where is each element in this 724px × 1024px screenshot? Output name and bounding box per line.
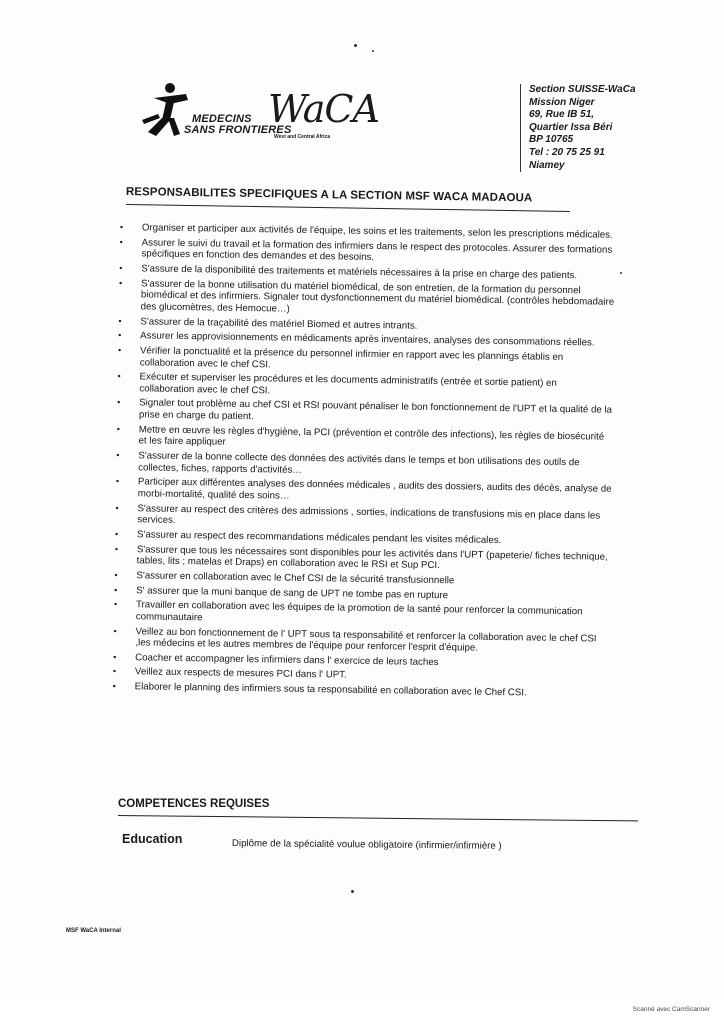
- bullet-icon: •: [117, 344, 122, 355]
- list-item: [116, 476, 612, 507]
- bullet-icon: •: [113, 625, 117, 636]
- list-item-text: S'assurer de la bonne utilisation du matériel biomédical, de son entretien, de la formation du personnel biomédical et des infirmiers. Signaler tout dysfonctionnement du matériel biomédical. (contrôles hebdomadaire des glucomètres, des Hemocue…): [140, 277, 615, 315]
- education-value: Diplôme de la spécialité voulue obligatoire (infirmier/infirmière ): [231, 838, 502, 852]
- list-item: [114, 599, 610, 630]
- scanner-watermark: Scanné avec CamScanner: [632, 1006, 710, 1013]
- education-label: Education: [122, 832, 183, 846]
- bullet-icon: •: [115, 528, 119, 539]
- list-item-text: S'assurer de la traçabilité des matériel Biomed et autres intrants.: [140, 315, 418, 332]
- bullet-icon: •: [118, 315, 122, 326]
- scan-speck: [354, 44, 357, 47]
- bullet-icon: •: [116, 423, 120, 434]
- bullet-icon: •: [116, 450, 120, 461]
- list-item-text: Elaborer le planning des infirmiers sous ta responsabilité en collaboration avec le Chef CSI.: [134, 681, 527, 699]
- list-item: [117, 397, 613, 428]
- list-item: [115, 503, 611, 534]
- bullet-icon: •: [115, 476, 120, 487]
- list-item-text: S'assurer au respect des critères des admissions , sorties, indications de transfusions mis en place dans les services.: [137, 502, 601, 527]
- list-item: [113, 625, 609, 656]
- scan-speck: [351, 890, 354, 893]
- list-item-text: S'assurer de la bonne collecte des données des activités dans le temps et bon utilisations des outils de collectes, fiches, rapports d'activités…: [138, 450, 580, 476]
- list-item: [119, 237, 615, 268]
- bullet-icon: •: [117, 371, 121, 382]
- list-item-text: Organiser et participer aux activités de l'équipe, les soins et les traitements, selon les prescriptions médicales.: [141, 222, 613, 241]
- list-item-text: Veillez aux respects de mesures PCI dans l' UPT.: [134, 666, 347, 682]
- bullet-icon: •: [112, 681, 116, 692]
- bullet-icon: •: [118, 330, 122, 341]
- list-item-text: Coacher et accompagner les infirmiers dans l' exercice de leurs taches: [135, 652, 439, 668]
- section-address-block: [520, 84, 669, 172]
- list-item-text: Vérifier la ponctualité et la présence du personnel infirmier en rapport avec les plannings établis en collaboration avec le chef CSI.: [139, 345, 564, 370]
- list-item-text: Participer aux différentes analyses des données médicales , audits des dossiers, audits des décès, analyse de morbi-mortalité, qualité des soins…: [137, 476, 612, 502]
- bullet-icon: •: [118, 277, 123, 288]
- address-line: Niamey: [529, 159, 565, 171]
- list-item-text: Assurer les approvisionnements en médicaments après inventaires, analyses des consommations réelles.: [140, 330, 595, 349]
- list-item-text: Signaler tout problème au chef CSI et RSI pouvant pénaliser le bon fonctionnement de l'UPT et la qualité de la prise en charge du patient.: [138, 397, 613, 423]
- list-item-text: Mettre en œuvre les règles d'hygiène, la PCI (prévention et contrôle des infections), les règles de biosécurité et les faire appliquer: [138, 424, 605, 449]
- list-item: [115, 544, 611, 575]
- bullet-icon: •: [117, 397, 121, 408]
- bullet-icon: •: [112, 666, 117, 677]
- bullet-icon: •: [119, 236, 123, 247]
- msf-line-2: SANS FRONTIERES: [184, 124, 292, 136]
- list-item-text: Exécuter et superviser les procédures et les documents administratifs (entrée et sortie patient) en collaboration avec le chef CSI.: [139, 371, 557, 397]
- internal-footer-label: MSF WaCA Internal: [66, 928, 121, 934]
- address-line: Quartier Issa Béri: [529, 121, 613, 133]
- list-item: [118, 345, 614, 376]
- responsibilities-list: [113, 222, 616, 704]
- address-line: 69, Rue IB 51,: [529, 109, 595, 121]
- heading-underline: [118, 815, 638, 821]
- bullet-icon: •: [119, 262, 123, 274]
- bullet-icon: •: [114, 569, 118, 580]
- address-line: Tel : 20 75 25 91: [529, 146, 605, 158]
- bullet-icon: •: [119, 222, 124, 233]
- list-item-text: Assurer le suivi du travail et la formation des infirmiers dans le respect des protocoles. Assurer des formations spécifiques en fonction des demandes et des besoins.: [141, 237, 613, 264]
- bullet-icon: •: [114, 543, 119, 554]
- responsibilities-heading: RESPONSABILITES SPECIFIQUES A LA SECTION MSF WACA MADAOUA: [125, 186, 533, 205]
- msf-line-1: MEDECINS: [192, 113, 252, 125]
- bullet-icon: •: [115, 502, 119, 513]
- bullet-icon: •: [113, 599, 118, 610]
- list-item: [119, 278, 615, 321]
- list-item-text: Veillez au bon fonctionnement de l' UPT sous ta responsabilité et renforcer la collaboration avec le chef CSI ,les médecins et les autres membres de l'équipe pour renforcer l'esprit d'équipe.: [135, 625, 597, 654]
- list-item-text: S'assurer que tous les nécessaires sont disponibles pour les activités dans l'UPT (papeterie/ fiches technique, tables, lits ; matelas et Draps) en collaboration avec le RSI et Sup PCI.: [136, 543, 608, 572]
- list-item-text: S'assurer au respect des recommandations médicales pendant les visites médicales.: [137, 529, 502, 546]
- competences-heading: COMPETENCES REQUISES: [118, 798, 270, 810]
- waca-logo: WaCA: [268, 87, 379, 131]
- list-item-text: S' assurer que la muni banque de sang de UPT ne tombe pas en rupture: [136, 584, 449, 601]
- list-item-text: S'assurer en collaboration avec le Chef CSI de la sécurité transfusionnelle: [136, 570, 455, 587]
- waca-logo-subtitle: West and Central Africa: [274, 134, 331, 140]
- scan-speck: [620, 272, 622, 274]
- address-line: Mission Niger: [529, 96, 595, 108]
- list-item: [116, 424, 612, 455]
- scan-speck: [372, 50, 374, 52]
- list-item-text: Travailler en collaboration avec les équipes de la promotion de la santé pour renforcer la communication communautaire: [135, 599, 583, 624]
- bullet-icon: •: [113, 651, 117, 662]
- header-logos: [140, 80, 379, 150]
- heading-underline: [126, 204, 570, 212]
- list-item: [117, 371, 613, 402]
- address-line: BP 10765: [529, 134, 574, 146]
- bullet-icon: •: [114, 584, 118, 595]
- address-line: Section SUISSE-WaCa: [529, 84, 636, 95]
- list-item-text: S'assure de la disponibilité des traitements et matériels nécessaires à la prise en charge des patients.: [141, 263, 578, 282]
- list-item: [116, 450, 612, 481]
